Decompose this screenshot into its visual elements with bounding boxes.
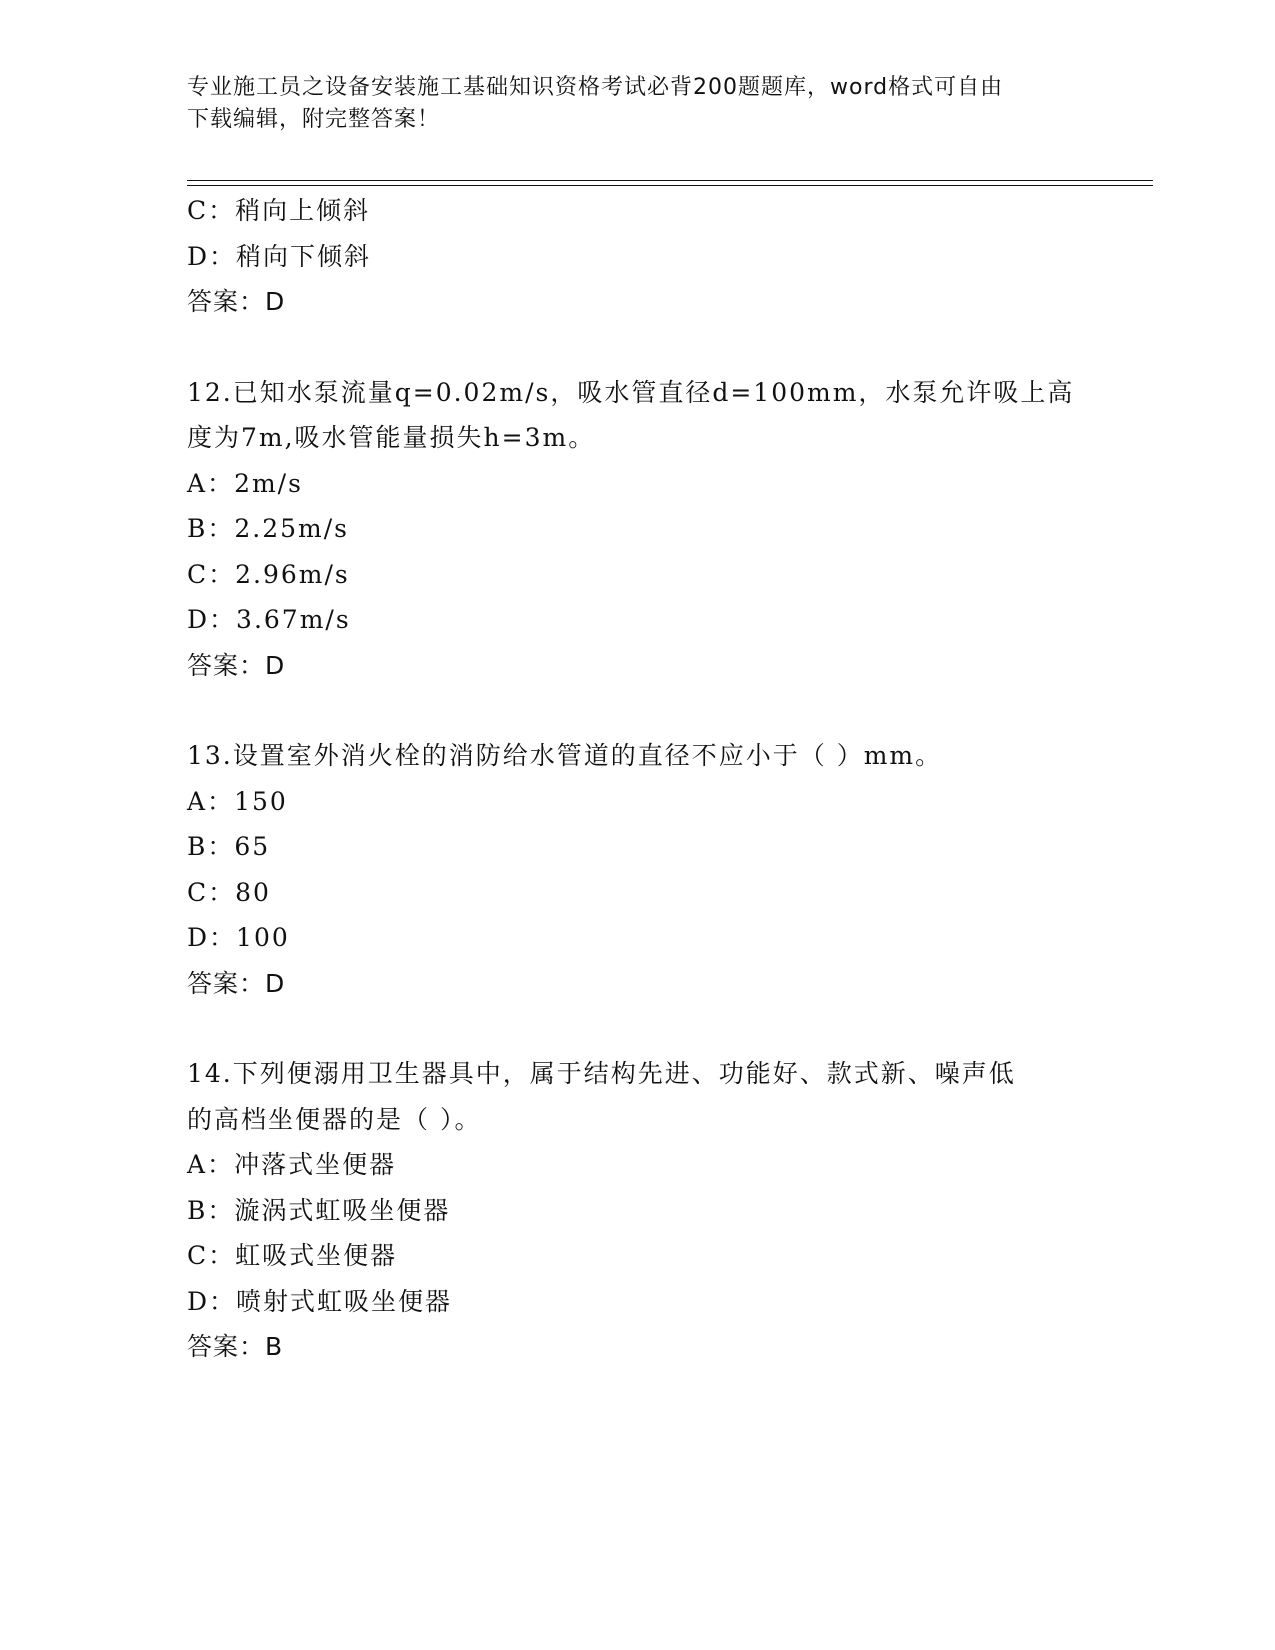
option-c: C：虹吸式坐便器 — [187, 1241, 398, 1270]
header-divider-top — [187, 180, 1153, 181]
question-stem: 的高档坐便器的是（ ）。 — [187, 1104, 482, 1134]
header-divider-bottom — [187, 185, 1153, 186]
document-header — [187, 72, 1067, 136]
question-12 — [187, 370, 1127, 689]
header-line-1: 专业施工员之设备安装施工基础知识资格考试必背200题题库，word格式可自由 — [187, 75, 1004, 100]
question-stem: 13.设置室外消火栓的消防给水管道的直径不应小于（ ）mm。 — [187, 741, 943, 770]
previous-question-tail — [187, 188, 1127, 325]
option-d: D：稍向下倾斜 — [187, 241, 372, 271]
option-c: C：稍向上倾斜 — [187, 196, 371, 225]
answer-line: 答案：D — [187, 968, 286, 998]
question-stem: 14.下列便溺用卫生器具中，属于结构先进、功能好、款式新、噪声低 — [187, 1059, 1016, 1088]
option-b: B：2.25m/s — [187, 514, 349, 543]
option-d: D：3.67m/s — [187, 605, 351, 634]
option-b: B：漩涡式虹吸坐便器 — [187, 1195, 451, 1225]
option-a: A：150 — [187, 786, 288, 816]
question-list — [187, 188, 1127, 1370]
question-stem: 12.已知水泵流量q=0.02m/s，吸水管直径d=100mm，水泵允许吸上高 — [187, 377, 1075, 407]
option-c: C：2.96m/s — [187, 559, 350, 589]
question-13 — [187, 733, 1127, 1006]
answer-line: 答案：D — [187, 650, 286, 680]
option-d: D：100 — [187, 923, 290, 952]
answer-line: 答案：B — [187, 1332, 284, 1361]
option-a: A：2m/s — [187, 468, 303, 498]
option-a: A：冲落式坐便器 — [187, 1150, 397, 1179]
option-c: C：80 — [187, 877, 271, 907]
question-14 — [187, 1051, 1127, 1370]
option-d: D：喷射式虹吸坐便器 — [187, 1286, 453, 1316]
option-b: B：65 — [187, 832, 271, 861]
question-stem: 度为7m,吸水管能量损失h=3m。 — [187, 423, 596, 452]
header-line-2: 下载编辑，附完整答案！ — [187, 107, 441, 132]
answer-line: 答案：D — [187, 287, 286, 316]
